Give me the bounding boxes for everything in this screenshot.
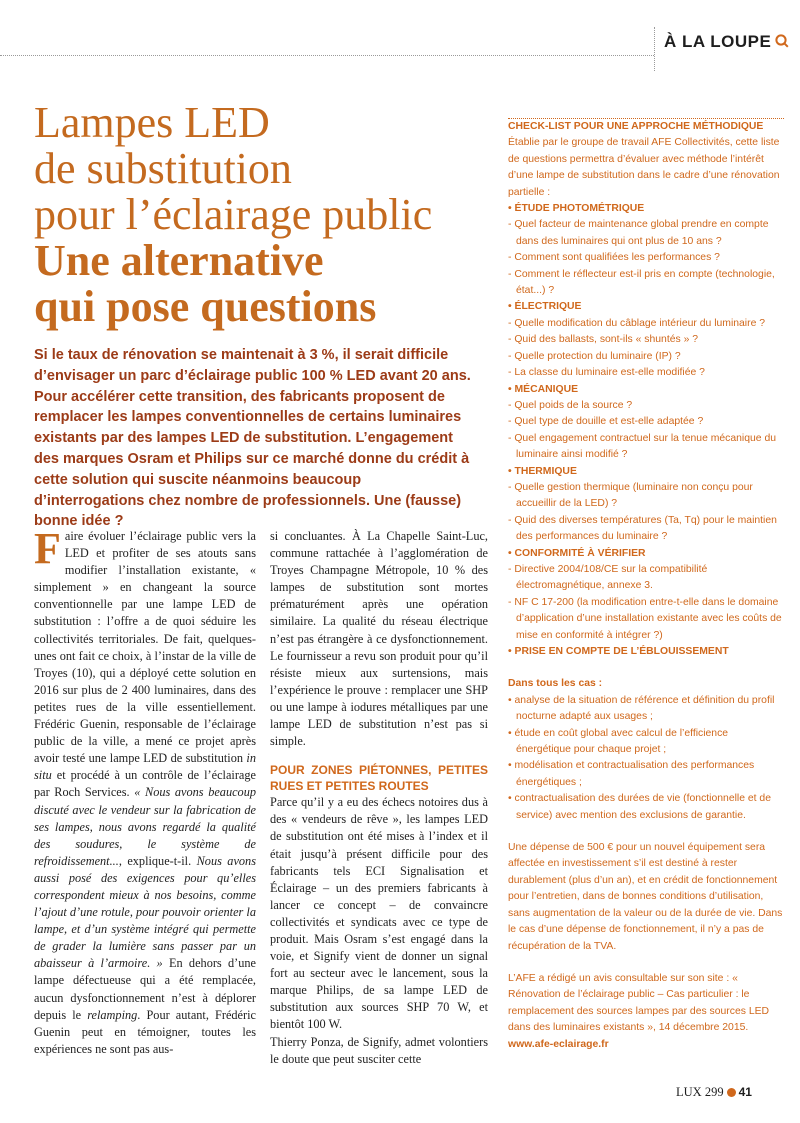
- case-item: • analyse de la situation de référence et définition du profil nocturne adapté aux usages ;: [508, 694, 775, 723]
- checklist-item: - NF C 17-200 (la modification entre-t-elle dans le domaine d’application d’une installation existante avec les coûts de mise en conformité à intégrer ?): [508, 596, 782, 641]
- magazine-issue: LUX 299: [676, 1085, 724, 1099]
- body-text: et procédé à un contrôle de l’éclairage par Roch Services.: [34, 768, 256, 800]
- spacer: [508, 660, 784, 676]
- spacer: [508, 824, 784, 840]
- checklist-item: - Directive 2004/108/CE sur la compatibilité électromagnétique, annexe 3.: [508, 563, 708, 592]
- checklist-category: • ÉTUDE PHOTOMÉTRIQUE: [508, 203, 645, 215]
- page-number: 41: [738, 1085, 752, 1099]
- body-text: aire évoluer l’éclairage public vers la LED et profiter de ses atouts sans modifier l’installation existante, « simplement » en changeant la source conventionnelle par une lampe LED de substitution : l’offre a de quoi séduire les collectivités territoriales. De fait, quelques-unes ont fait ce choix, à l’instar de la ville de Troyes (10), qui a déployé cette solution en 2016 sur plus de 2 400 luminaires, dans des petites rues de la ville essentiellement. Frédéric Guenin, responsable de l’éclairage public de la ville, a mené ce projet après avoir testé une lampe LED de substitution: [34, 529, 256, 766]
- subheading: POUR ZONES PIÉTONNES, PETITES RUES ET PETITES ROUTES: [270, 763, 488, 794]
- case-item: • modélisation et contractualisation des performances énergétiques ;: [508, 760, 755, 788]
- dropcap: F: [34, 524, 61, 573]
- case-item: • contractualisation des durées de vie (fonctionnelle et de service) avec mention des exclusions de garantie.: [508, 793, 771, 821]
- case-item: • étude en coût global avec calcul de l’efficience énergétique pour chaque projet ;: [508, 727, 729, 756]
- checklist-item: - Quel poids de la source ?: [508, 399, 633, 411]
- checklist-category: • MÉCANIQUE: [508, 383, 579, 395]
- title-line: Une alternative: [34, 236, 324, 285]
- body-italic: relamping: [87, 1007, 138, 1022]
- checklist-item: - Quid des diverses températures (Ta, Tq) pour le maintien des performances du luminaire ?: [508, 514, 777, 543]
- title-line: de substitution: [34, 144, 292, 193]
- checklist-category: • ÉLECTRIQUE: [508, 301, 582, 313]
- body-text: , explique-t-il.: [118, 853, 197, 868]
- body-paragraph: [34, 524, 256, 1058]
- body-paragraph: Thierry Ponza, de Signify, admet volontiers le doute que peut susciter cette: [270, 1034, 488, 1066]
- expense-note: Une dépense de 500 € pour un nouvel équipement sera affectée en investissement s’il est destiné à rester durablement (plus d’un an), et en crédit de fonctionnement pour l’entretien, dans de bonnes conditions d’utilisation, sans augmentation de la valeur ou de la durée de vie. Dans le cas d’une dépense de fonctionnement, il n’y a pas de récupération de la TVA.: [508, 842, 783, 952]
- body-column-2: [270, 528, 488, 1068]
- checklist-item: - Quel engagement contractuel sur la tenue mécanique du luminaire ainsi modifié ?: [508, 432, 777, 461]
- title-line: qui pose questions: [34, 282, 377, 331]
- lede: Si le taux de rénovation se maintenait à 3 %, il serait difficile d’envisager un parc d’éclairage public 100 % LED avant 20 ans. Pour accélérer cette transition, des fabricants proposent de remplacer les lampes conventionnelles de certains luminaires existants par des lampes LED de substitution. L’engagement des marques Osram et Philips sur ce marché donne du crédit à cette solution qui suscite néanmoins beaucoup d’interrogations chez nombre de professionnels. Une (fausse) bonne idée ?: [34, 347, 471, 530]
- checklist-category: • PRISE EN COMPTE DE L’ÉBLOUISSEMENT: [508, 646, 729, 657]
- checklist-item: - Quelle gestion thermique (luminaire non conçu pour accueillir de la LED) ?: [508, 481, 753, 510]
- checklist-category: • THERMIQUE: [508, 465, 577, 477]
- body-paragraph: Parce qu’il y a eu des échecs notoires dus à des « vendeurs de rêve », les lampes LED de substitution ont été mises à l’index et il était jusqu’à présent difficile pour des fabricants tels ECI Signalisation et Éclairage – un des premiers fabricants à lancer ce concept – de convaincre collectivités et syndicats avec ce type de produit. Mais Osram s’est engagé dans la voie, et Signify vient de donner un signal fort au secteur avec le lancement, sous la marque Philips, de sa lampe LED de substitution aux sources SHP 70 W, et bientôt 100 W.: [270, 795, 488, 1032]
- title-line: Lampes LED: [34, 98, 270, 147]
- body-paragraph: si concluantes. À La Chapelle Saint-Luc, commune rattachée à l’agglomération de Troyes Champagne Métropole, 10 % des lampes de substitution sont mortes prématurément après une opération similaire. La qualité du réseau électrique n’est pas étrangère à ce dysfonctionnement. Le fournisseur a revu son produit pour qu’il résiste mieux aux surtensions, mais l’expérience le prouve : remplacer une SHP ou une lampe à iodures métalliques par une lampe LED de substitution n’est pas si simple.: [270, 529, 488, 749]
- section-tag: [664, 32, 800, 52]
- checklist-item: - La classe du luminaire est-elle modifiée ?: [508, 367, 705, 379]
- body-italic: in situ: [34, 751, 256, 783]
- body-text: . Pour autant, Frédéric Guenin peut en témoigner, toutes les expériences ne sont pas aus-: [34, 1007, 256, 1056]
- page-title: [34, 100, 494, 330]
- checklist-item: - Comment sont qualifiées les performances ?: [508, 252, 720, 264]
- title-line: pour l’éclairage public: [34, 190, 433, 239]
- sidebar-title: CHECK-LIST POUR UNE APPROCHE MÉTHODIQUE: [508, 121, 764, 132]
- sidebar-intro: Établie par le groupe de travail AFE Collectivités, cette liste de questions permettra d’évaluer avec méthode l’intérêt d’une lampe de substitution dans le cadre d’une rénovation partielle :: [508, 137, 780, 198]
- checklist-item: - Quel type de douille et est-elle adaptée ?: [508, 416, 704, 428]
- body-column-1: [34, 524, 256, 1058]
- page-footer: [676, 1085, 796, 1100]
- checklist-item: - Quelle modification du câblage intérieur du luminaire ?: [508, 317, 766, 329]
- header-rule: [0, 55, 654, 56]
- magnifier-icon: [775, 32, 789, 51]
- afe-note: L’AFE a rédigé un avis consultable sur son site : « Rénovation de l’éclairage public – Cas particulier : le remplacement des sources lampes par des sources LED dans des luminaires existants », 14 décembre 2015.: [508, 972, 770, 1034]
- cases-title: Dans tous les cas :: [508, 678, 603, 690]
- body-text: En dehors d’une lampe défectueuse qui a été remplacée, aucun dysfonctionnement n’est à déplorer depuis le: [34, 956, 256, 1022]
- body-quote: Nous avons aussi posé des exigences pour qu’elles correspondent mieux à nos besoins, comme l’ajout d’une rotule, pour pouvoir orienter la lampe, et d’un système intégré qui permette de grader la lumière sans passer par un abaisseur à l’armoire. »: [34, 853, 256, 971]
- afe-link[interactable]: www.afe-eclairage.fr: [508, 1038, 609, 1050]
- title-light: [34, 100, 494, 238]
- body-quote: « Nous avons beaucoup discuté avec le vendeur sur la fabrication de ses lampes, nous avons regardé la qualité des soudures, le système de refroidissement...: [34, 785, 256, 868]
- section-label: À LA LOUPE: [664, 32, 772, 51]
- checklist-item: - Quel facteur de maintenance global prendre en compte dans des luminaires qui ont plus de 10 ans ?: [508, 219, 769, 247]
- checklist-item: - Quelle protection du luminaire (IP) ?: [508, 350, 681, 362]
- header-divider: [654, 27, 656, 71]
- bullet-dot-icon: [727, 1088, 736, 1097]
- checklist-category: • CONFORMITÉ À VÉRIFIER: [508, 547, 646, 559]
- checklist-item: - Quid des ballasts, sont-ils « shuntés » ?: [508, 334, 699, 346]
- checklist-sidebar: [508, 118, 784, 1053]
- checklist-item: - Comment le réflecteur est-il pris en compte (technologie, état...) ?: [508, 268, 775, 297]
- spacer: [508, 955, 784, 971]
- title-bold: [34, 238, 494, 330]
